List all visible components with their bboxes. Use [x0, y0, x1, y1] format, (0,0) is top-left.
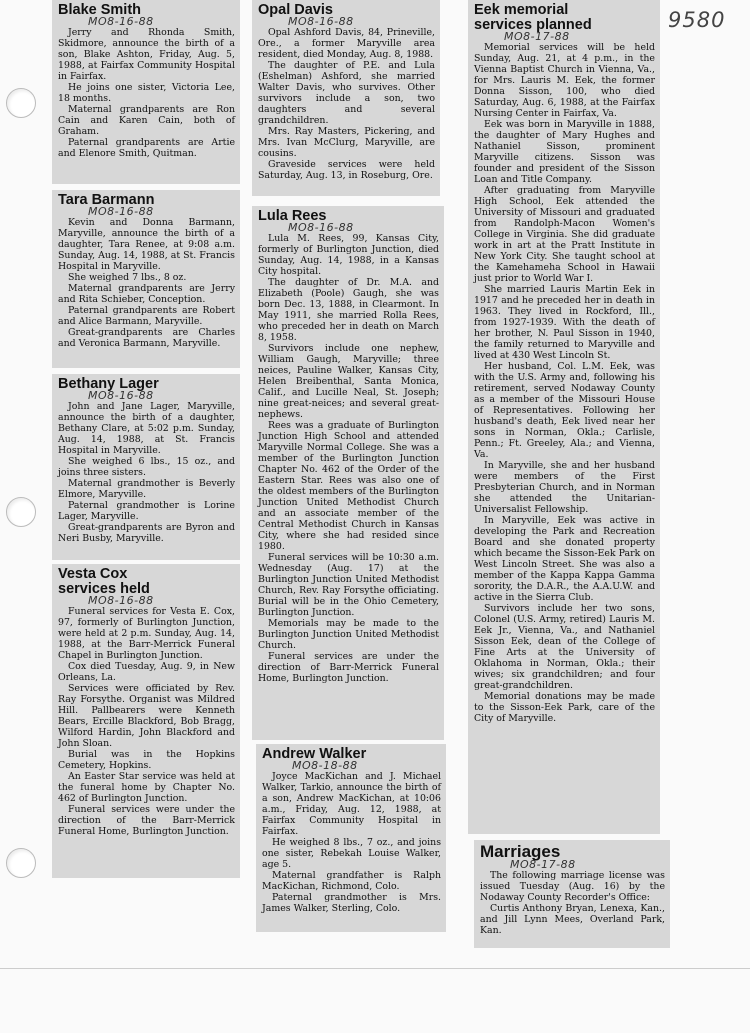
date-stamp: MO8-16-88 — [288, 15, 354, 28]
paragraph: She married Lauris Martin Eek in 1917 and he preceded her in death in 1963. They lived in Rockford, Ill., from 1927-1939. With the death of her brother, N. Paul Sisson in 1940, the family returned to Maryville and lived at 430 West Lincoln St. — [474, 284, 655, 361]
paragraph: Memorial services will be held Sunday, Aug. 21, at 4 p.m., in the Vienna Baptist Church in Vienna, Va., for Mrs. Lauris M. Eek, the former Donna Sisson, 100, who died Saturday, Aug. 6, 1988, at the Fairfax Nursing Center in Fairfax, Va. — [474, 42, 655, 119]
paragraph: Survivors include one nephew, William Gaugh, Maryville; three neices, Pauline Walker, Kansas City, Helen Breibenthal, Santa Monica, Calif., and Lucille Neal, St. Joseph; nine great-neices; and several great-nephews. — [258, 343, 439, 420]
clipping-title: Opal Davis — [258, 2, 333, 18]
clipping-eek-memorial — [468, 0, 660, 834]
page-bottom-edge — [0, 968, 750, 969]
paragraph: Maternal grandmother is Beverly Elmore, Maryville. — [58, 478, 235, 500]
clipping-andrew-walker — [256, 744, 446, 932]
date-stamp: MO8-16-88 — [88, 15, 154, 28]
paragraph: Burial was in the Hopkins Cemetery, Hopkins. — [58, 749, 235, 771]
clipping-bethany-lager — [52, 374, 240, 560]
clipping-lula-rees — [252, 206, 444, 740]
clipping-title: Eek memorial services planned — [474, 2, 592, 33]
paragraph: He weighed 8 lbs., 7 oz., and joins one sister, Rebekah Louise Walker, age 5. — [262, 837, 441, 870]
clipping-opal-davis — [252, 0, 440, 196]
paragraph: Great-grandparents are Charles and Veronica Barmann, Maryville. — [58, 327, 235, 349]
paragraph: Joyce MacKichan and J. Michael Walker, Tarkio, announce the birth of a son, Andrew MacKichan, at 10:06 a.m., Friday, Aug. 12, 1988, at Fairfax Community Hospital in Fairfax. — [262, 771, 441, 837]
paragraph: Cox died Tuesday, Aug. 9, in New Orleans, La. — [58, 661, 235, 683]
clipping-marriages — [474, 840, 670, 948]
clipping-tara-barmann — [52, 190, 240, 368]
clipping-title: Andrew Walker — [262, 746, 367, 762]
paragraph: Paternal grandparents are Robert and Alice Barmann, Maryville. — [58, 305, 235, 327]
date-stamp: MO8-16-88 — [288, 221, 354, 234]
clipping-title: Bethany Lager — [58, 376, 159, 392]
clipping-title: Tara Barmann — [58, 192, 155, 208]
clipping-title: Marriages — [480, 842, 561, 861]
clipping-blake-smith — [52, 0, 240, 184]
date-stamp: MO8-17-88 — [510, 858, 576, 871]
paragraph: The daughter of P.E. and Lula (Eshelman) Ashford, she married Walter Davis, who survives. Other survivors include a son, two daughters and several grandchildren. — [258, 60, 435, 126]
paragraph: Paternal grandmother is Lorine Lager, Maryville. — [58, 500, 235, 522]
paragraph: Great-grandparents are Byron and Neri Busby, Maryville. — [58, 522, 235, 544]
paragraph: Rees was a graduate of Burlington Junction High School and attended Maryville Normal College. She was a member of the Burlington Junction Chapter No. 462 of the Order of the Eastern Star. Rees was also one of the oldest members of the Burlington Junction United Methodist Church and an associate member of the Central Methodist Church in Kansas City, where she had resided since 1980. — [258, 420, 439, 552]
paragraph: Memorials may be made to the Burlington Junction United Methodist Church. — [258, 618, 439, 651]
paragraph: John and Jane Lager, Maryville, announce the birth of a daughter, Bethany Clare, at 5:02 p.m. Sunday, Aug. 14, 1988, at St. Francis Hospital in Maryville. — [58, 401, 235, 456]
paragraph: Paternal grandmother is Mrs. James Walker, Sterling, Colo. — [262, 892, 441, 914]
date-stamp: MO8-16-88 — [88, 389, 154, 402]
paragraph: Lula M. Rees, 99, Kansas City, formerly of Burlington Junction, died Sunday, Aug. 14, 1988, in a Kansas City hospital. — [258, 233, 439, 277]
binder-hole-2 — [6, 497, 36, 527]
paragraph: Her husband, Col. L.M. Eek, was with the U.S. Army and, following his retirement, served Nodaway County as a member of the Missouri House of Representatives. Following her husband's death, Eek lived near her sons in Norman, Okla.; Carlisle, Penn.; Ft. Greeley, Ala.; and Vienna, Va. — [474, 361, 655, 460]
paragraph: An Easter Star service was held at the funeral home by Chapter No. 462 of Burlington Junction. — [58, 771, 235, 804]
paragraph: She weighed 7 lbs., 8 oz. — [68, 272, 187, 283]
paragraph: Graveside services were held Saturday, Aug. 13, in Roseburg, Ore. — [258, 159, 435, 181]
clipping-title: Vesta Cox services held — [58, 566, 150, 597]
page-number: 9580 — [668, 8, 726, 32]
paragraph: Paternal grandparents are Artie and Elenore Smith, Quitman. — [58, 137, 235, 159]
paragraph: Funeral services are under the direction of Barr-Merrick Funeral Home, Burlington Junction. — [258, 651, 439, 684]
paragraph: Funeral services for Vesta E. Cox, 97, formerly of Burlington Junction, were held at 2 p.m. Sunday, Aug. 14, 1988, at the Barr-Merrick Funeral Chapel in Burlington Junction. — [58, 606, 235, 661]
paragraph: She weighed 6 lbs., 15 oz., and joins three sisters. — [58, 456, 235, 478]
paragraph: After graduating from Maryville High School, Eek attended the University of Missouri and graduated from Randolph-Macon Women's College in Virginia. She did graduate work in art at the Pratt Institute in New York City. She taught school at the Kamehameha School in Hawaii just prior to World War I. — [474, 185, 655, 284]
paragraph: He joins one sister, Victoria Lee, 18 months. — [58, 82, 235, 104]
binder-hole-3 — [6, 848, 36, 878]
paragraph: Funeral services were under the direction of the Barr-Merrick Funeral Home, Burlington Junction. — [58, 804, 235, 837]
paragraph: Curtis Anthony Bryan, Lenexa, Kan., and Jill Lynn Mees, Overland Park, Kan. — [480, 903, 665, 936]
paragraph: Eek was born in Maryville in 1888, the daughter of Mary Hughes and Nathaniel Sisson, prominent Maryville citizens. Sisson was founder and president of the Sisson Loan and Title Company. — [474, 119, 655, 185]
clipping-title: Blake Smith — [58, 2, 141, 18]
date-stamp: MO8-17-88 — [504, 30, 570, 43]
paragraph: Memorial donations may be made to the Sisson-Eek Park, care of the City of Maryville. — [474, 691, 655, 724]
paragraph: The daughter of Dr. M.A. and Elizabeth (Poole) Gaugh, she was born Dec. 13, 1888, in Clearmont. In May 1911, she married Rolla Rees, who preceded her in death on March 8, 1958. — [258, 277, 439, 343]
paragraph: Survivors include her two sons, Colonel (U.S. Army, retired) Lauris M. Eek Jr., Vienna, Va., and Nathaniel Sisson Eek, dean of the College of Fine Arts at the University of Oklahoma in Norman, Okla.; their wives; six grandchildren; and four great-grandchildren. — [474, 603, 655, 691]
clipping-title: Lula Rees — [258, 208, 327, 224]
date-stamp: MO8-16-88 — [88, 594, 154, 607]
binder-hole-1 — [6, 88, 36, 118]
paragraph: Kevin and Donna Barmann, Maryville, announce the birth of a daughter, Tara Renee, at 9:08 a.m. Sunday, Aug. 14, 1988, at St. Francis Hospital in Maryville. — [58, 217, 235, 272]
paragraph: Opal Ashford Davis, 84, Prineville, Ore., a former Maryville area resident, died Monday, Aug. 8, 1988. — [258, 27, 435, 60]
clipping-vesta-cox — [52, 564, 240, 878]
paragraph: Jerry and Rhonda Smith, Skidmore, announce the birth of a son, Blake Ashton, Friday, Aug. 5, 1988, at Fairfax Community Hospital in Fairfax. — [58, 27, 235, 82]
date-stamp: MO8-18-88 — [292, 759, 358, 772]
paragraph: Services were officiated by Rev. Ray Forsythe. Organist was Mildred Hill. Pallbearers were Kenneth Bears, Ercille Blackford, Bob Bragg, Wilford Hardin, John Blackford and John Sloan. — [58, 683, 235, 749]
paragraph: Maternal grandparents are Ron Cain and Karen Cain, both of Graham. — [58, 104, 235, 137]
paragraph: Funeral services will be 10:30 a.m. Wednesday (Aug. 17) at the Burlington Junction United Methodist Church, Rev. Ray Forsythe officiating. Burial will be in the Ohio Cemetery, Burlington Junction. — [258, 552, 439, 618]
paragraph: In Maryville, Eek was active in developing the Park and Recreation Board and she donated property which became the Sisson-Eek Park on West Lincoln Street. She was also a member of the Kappa Kappa Gamma sorority, the D.A.R., the A.A.U.W. and active in the Sierra Club. — [474, 515, 655, 603]
paragraph: In Maryville, she and her husband were members of the First Presbyterian Church, and in Norman she attended the Unitarian-Universalist Fellowship. — [474, 460, 655, 515]
paragraph: The following marriage license was issued Tuesday (Aug. 16) by the Nodaway County Recorder's Office: — [480, 870, 665, 903]
date-stamp: MO8-16-88 — [88, 205, 154, 218]
paragraph: Mrs. Ray Masters, Pickering, and Mrs. Ivan McClurg, Maryville, are cousins. — [258, 126, 435, 159]
paragraph: Maternal grandparents are Jerry and Rita Schieber, Conception. — [58, 283, 235, 305]
paragraph: Maternal grandfather is Ralph MacKichan, Richmond, Colo. — [262, 870, 441, 892]
